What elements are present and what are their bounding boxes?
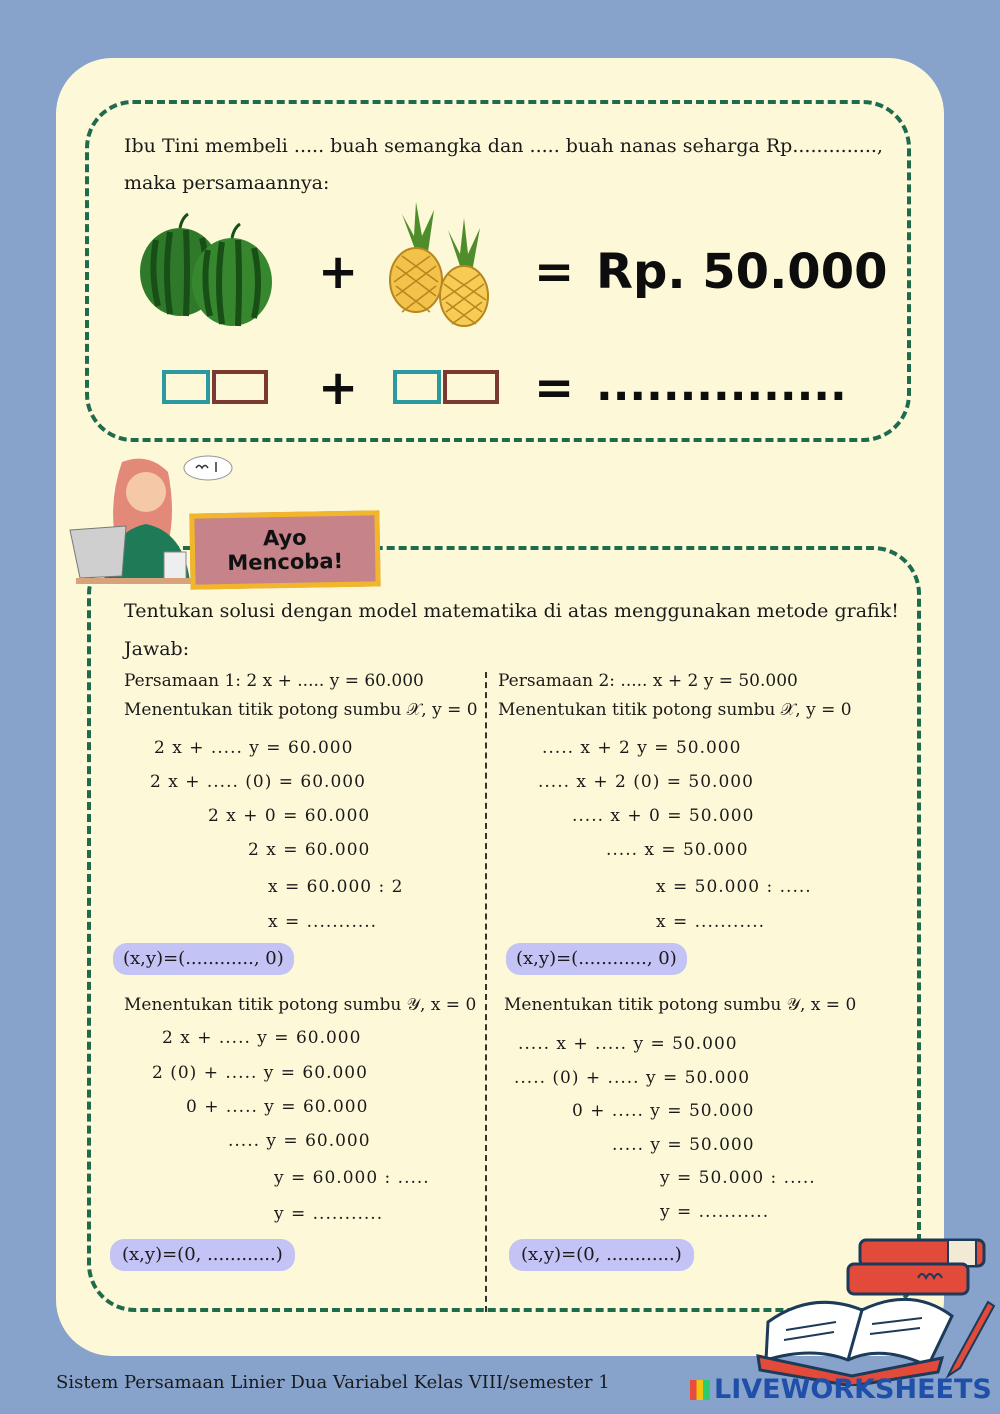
ayo-mencoba-banner	[189, 510, 380, 589]
logo-mark-icon	[690, 1380, 710, 1400]
liveworksheets-logo	[690, 1374, 992, 1405]
x-intercept-point-1[interactable]: (x,y)=(............, 0)	[113, 943, 294, 975]
step-line[interactable]: ..... x + 0 = 50.000	[572, 806, 755, 826]
equals-sign: =	[534, 360, 575, 416]
step-line: x = 60.000 : 2	[268, 877, 404, 897]
answer-blank[interactable]: ...............	[596, 360, 847, 411]
x-intercept-title-1: Menentukan titik potong sumbu 𝒳, y = 0	[124, 700, 478, 720]
step-line[interactable]: y = 60.000 : .....	[274, 1168, 430, 1188]
column-divider	[485, 672, 487, 1312]
x-intercept-point-2[interactable]: (x,y)=(............, 0)	[506, 943, 687, 975]
y-intercept-point-2[interactable]: (x,y)=(0, ............)	[509, 1239, 694, 1271]
step-line[interactable]: x = 50.000 : .....	[656, 877, 812, 897]
watermelon-icon	[136, 210, 278, 330]
task-box	[87, 546, 921, 1312]
books-illustration	[752, 1226, 1000, 1386]
step-line: 2 x + 0 = 60.000	[208, 806, 371, 826]
step-line[interactable]: x = ...........	[268, 912, 378, 932]
step-line[interactable]: y = ...........	[274, 1204, 384, 1224]
step-line[interactable]: 0 + ..... y = 60.000	[186, 1097, 369, 1117]
x-intercept-title-2: Menentukan titik potong sumbu 𝒳, y = 0	[498, 700, 852, 720]
step-line[interactable]: 2 x + ..... (0) = 60.000	[150, 772, 366, 792]
answer-label: Jawab:	[124, 638, 190, 660]
logo-text: LIVEWORKSHEETS	[714, 1374, 992, 1405]
coefficient-box[interactable]	[393, 370, 441, 404]
step-line[interactable]: 2 (0) + ..... y = 60.000	[152, 1063, 368, 1083]
banner-line-1: Ayo	[262, 525, 307, 551]
step-line[interactable]: ..... x + ..... y = 50.000	[518, 1034, 738, 1054]
step-line[interactable]: 2 x + ..... y = 60.000	[162, 1028, 362, 1048]
equals-sign: =	[534, 244, 575, 300]
step-line[interactable]: x = ...........	[656, 912, 766, 932]
y-intercept-title-2: Menentukan titik potong sumbu 𝒴, x = 0	[504, 995, 857, 1015]
equation-1: Persamaan 1: 2 x + ..... y = 60.000	[124, 671, 424, 691]
pineapple-icon	[386, 196, 492, 330]
step-line[interactable]: 0 + ..... y = 50.000	[572, 1101, 755, 1121]
step-line[interactable]: ..... y = 60.000	[228, 1131, 371, 1151]
variable-box[interactable]	[443, 370, 499, 404]
step-line[interactable]: ..... x = 50.000	[606, 840, 749, 860]
footer-text: Sistem Persamaan Linier Dua Variabel Kelas VIII/semester 1	[56, 1372, 610, 1393]
step-line[interactable]: y = 50.000 : .....	[660, 1168, 816, 1188]
price-value: Rp. 50.000	[596, 244, 888, 300]
y-intercept-title-1: Menentukan titik potong sumbu 𝒴, x = 0	[124, 995, 477, 1015]
plus-sign: +	[318, 244, 359, 300]
coefficient-box[interactable]	[162, 370, 210, 404]
step-line: 2 x = 60.000	[248, 840, 371, 860]
step-line[interactable]: y = ...........	[660, 1202, 770, 1222]
step-line[interactable]: 2 x + ..... y = 60.000	[154, 738, 354, 758]
plus-sign: +	[318, 360, 359, 416]
equation-2: Persamaan 2: ..... x + 2 y = 50.000	[498, 671, 798, 691]
problem-text: Ibu Tini membeli ..... buah semangka dan ..... buah nanas seharga Rp.............., maka persamaannya:	[124, 135, 883, 194]
y-intercept-point-1[interactable]: (x,y)=(0, ............)	[110, 1239, 295, 1271]
banner-line-2: Mencoba!	[227, 548, 344, 576]
variable-box[interactable]	[212, 370, 268, 404]
step-line[interactable]: ..... (0) + ..... y = 50.000	[514, 1068, 751, 1088]
step-line[interactable]: ..... x + 2 y = 50.000	[542, 738, 742, 758]
instruction-text: Tentukan solusi dengan model matematika di atas menggunakan metode grafik!	[124, 600, 899, 622]
step-line[interactable]: ..... y = 50.000	[612, 1135, 755, 1155]
step-line[interactable]: ..... x + 2 (0) = 50.000	[538, 772, 754, 792]
